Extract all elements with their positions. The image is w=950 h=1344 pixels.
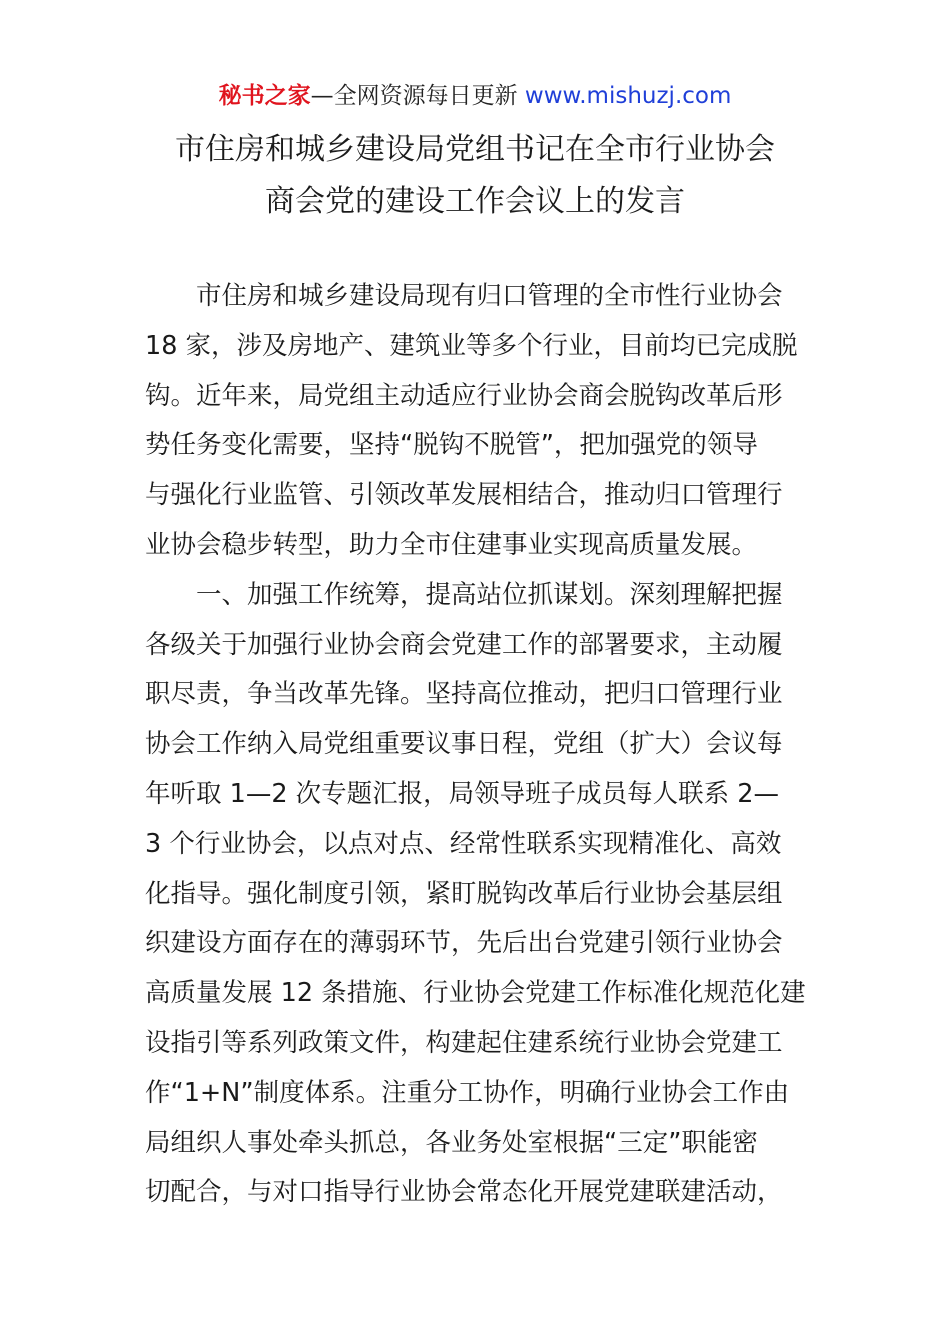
paragraph-2-line: 织建设方面存在的薄弱环节，先后出台党建引领行业协会 (145, 928, 783, 959)
paragraph-2-line: 各级关于加强行业协会商会党建工作的部署要求，主动履 (145, 629, 783, 660)
paragraph-2-line: 年听取 1—2 次专题汇报，局领导班子成员每人联系 2— (145, 778, 779, 809)
brand-name: 秘书之家 (218, 83, 311, 109)
paragraph-1-line: 势任务变化需要，坚持“脱钩不脱管”，把加强党的领导 (145, 430, 758, 461)
banner-tagline: —全网资源每日更新 (310, 83, 525, 109)
paragraph-1-line: 市住房和城乡建设局现有归口管理的全市性行业协会 (196, 281, 783, 311)
paragraph-2-line: 一、加强工作统筹，提高站位抓谋划。深刻理解把握 (196, 579, 783, 610)
paragraph-1-line: 18 家，涉及房地产、建筑业等多个行业，目前均已完成脱 (145, 330, 798, 361)
site-url-link[interactable]: www.mishuzj.com (524, 83, 732, 109)
title-line-1: 市住房和城乡建设局党组书记在全市行业协会 (175, 132, 775, 167)
paragraph-2-line: 协会工作纳入局党组重要议事日程，党组（扩大）会议每 (145, 729, 783, 760)
title-line-2: 商会党的建设工作会议上的发言 (265, 184, 685, 219)
paragraph-2-line: 化指导。强化制度引领，紧盯脱钩改革后行业协会基层组 (145, 878, 783, 909)
paragraph-2-line: 3 个行业协会，以点对点、经常性联系实现精准化、高效 (145, 828, 782, 859)
document-body (145, 272, 809, 1218)
paragraph-1-line: 与强化行业监管、引领改革发展相结合，推动归口管理行 (145, 480, 783, 511)
paragraph-1-line: 业协会稳步转型，助力全市住建事业实现高质量发展。 (145, 529, 758, 560)
paragraph-2-line: 职尽责，争当改革先锋。坚持高位推动，把归口管理行业 (145, 679, 783, 710)
document-title (0, 124, 950, 228)
paragraph-2-line: 局组织人事处牵头抓总，各业务处室根据“三定”职能密 (145, 1127, 758, 1158)
paragraph-2-line: 作“1+N”制度体系。注重分工协作，明确行业协会工作由 (145, 1077, 790, 1108)
paragraph-2-line: 高质量发展 12 条措施、行业协会党建工作标准化规范化建 (145, 978, 806, 1009)
site-banner (0, 80, 950, 112)
paragraph-2-line: 设指引等系列政策文件，构建起住建系统行业协会党建工 (145, 1027, 783, 1058)
paragraph-2-line: 切配合，与对口指导行业协会常态化开展党建联建活动， (145, 1177, 783, 1208)
paragraph-1-line: 钩。近年来，局党组主动适应行业协会商会脱钩改革后形 (145, 380, 783, 411)
